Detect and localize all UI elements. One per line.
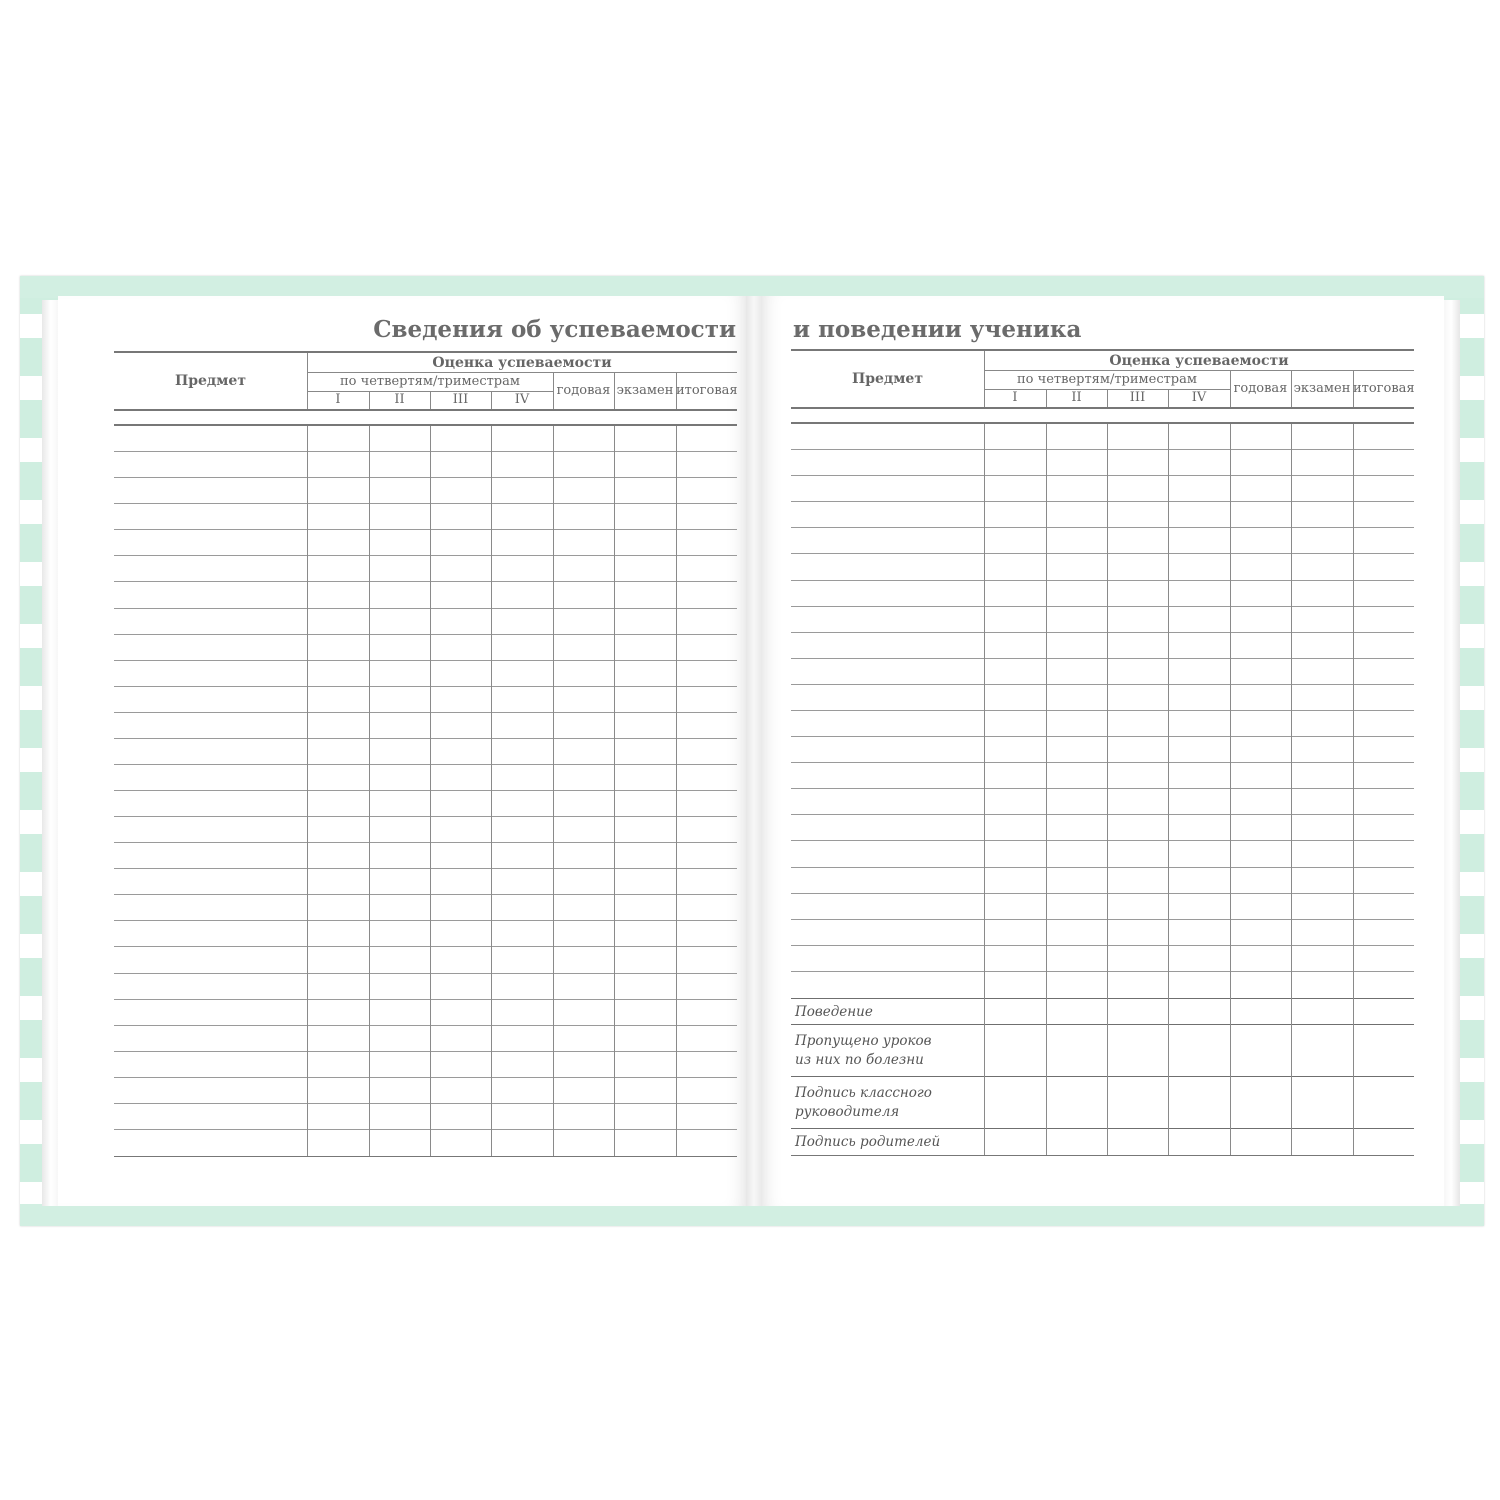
term-group-header: по четвертям/триместрам [1017, 372, 1197, 387]
grid-row-line [114, 764, 737, 765]
grid-column-line [984, 424, 985, 1155]
cover-frame-top [20, 276, 1484, 298]
cover-frame-bottom [20, 1204, 1484, 1226]
grid-row-line [791, 580, 1414, 581]
grid-row-line [791, 527, 1414, 528]
term-3-header: III [1129, 390, 1146, 405]
right-grade-grid [791, 422, 1414, 1156]
behavior-row [791, 998, 1414, 1025]
grid-column-line [1168, 424, 1169, 1155]
term-1-header: I [1012, 390, 1018, 405]
grid-row-line [791, 632, 1414, 633]
grid-row-line [114, 712, 737, 713]
missed-lessons-label-line1: Пропущено уроков [795, 1033, 932, 1049]
term-3-header: III [452, 392, 469, 407]
term-4-header: IV [514, 392, 530, 407]
grid-row-line [791, 658, 1414, 659]
grid-row-line [114, 634, 737, 635]
term-2-header: II [394, 392, 405, 407]
grid-column-line [676, 426, 677, 1156]
grid-row-line [791, 971, 1414, 972]
missed-lessons-label [795, 1032, 932, 1070]
grid-row-line [791, 684, 1414, 685]
grid-row-line [791, 710, 1414, 711]
grade-group-header: Оценка успеваемости [432, 355, 612, 371]
final-header: итоговая [676, 383, 738, 398]
grid-column-line [614, 426, 615, 1156]
grid-row-line [791, 449, 1414, 450]
left-page-title: Сведения об успеваемости [373, 316, 736, 343]
grid-row-line [114, 868, 737, 869]
grid-row-line [114, 686, 737, 687]
annual-header: годовая [1233, 381, 1288, 396]
grid-row-line [114, 581, 737, 582]
grid-column-line [1107, 424, 1108, 1155]
grid-column-line [1230, 424, 1231, 1155]
book-spine [746, 296, 762, 1206]
term-2-header: II [1071, 390, 1082, 405]
behavior-label: Поведение [795, 1004, 873, 1020]
grid-column-line [491, 426, 492, 1156]
grid-row-line [114, 1077, 737, 1078]
grid-row-line [114, 999, 737, 1000]
grid-column-line [1046, 424, 1047, 1155]
teacher-signature-label-line1: Подпись классного [795, 1085, 932, 1101]
grid-row-line [114, 1025, 737, 1026]
grid-row-line [114, 790, 737, 791]
grid-row-line [114, 816, 737, 817]
grid-row-line [114, 451, 737, 452]
term-group-header: по четвертям/триместрам [340, 374, 520, 389]
teacher-signature-label [795, 1084, 932, 1122]
right-page-title: и поведении ученика [793, 316, 1082, 343]
grid-column-line [430, 426, 431, 1156]
grid-row-line [114, 1103, 737, 1104]
grid-row-line [791, 606, 1414, 607]
grid-row-line [114, 1051, 737, 1052]
term-4-header: IV [1191, 390, 1207, 405]
grid-row-line [114, 1129, 737, 1130]
grid-column-line [1291, 424, 1292, 1155]
grid-column-line [369, 426, 370, 1156]
grid-row-line [791, 475, 1414, 476]
grid-column-line [553, 426, 554, 1156]
grid-row-line [791, 919, 1414, 920]
annual-header: годовая [556, 383, 611, 398]
grid-column-line [307, 426, 308, 1156]
grid-row-line [791, 762, 1414, 763]
header-rule [307, 372, 737, 373]
exam-header: экзамен [1293, 381, 1351, 396]
exam-header: экзамен [616, 383, 674, 398]
term-1-header: I [335, 392, 341, 407]
left-grade-grid [114, 424, 737, 1157]
grid-row-line [791, 893, 1414, 894]
grid-row-line [114, 555, 737, 556]
grid-row-line [791, 814, 1414, 815]
grid-row-line [791, 840, 1414, 841]
grid-row-line [114, 946, 737, 947]
right-table-header [791, 349, 1414, 409]
grid-row-line [114, 920, 737, 921]
missed-lessons-label-line2: из них по болезни [795, 1052, 924, 1068]
grid-row-line [114, 973, 737, 974]
grid-column-line [1353, 424, 1354, 1155]
subject-header: Предмет [175, 373, 246, 389]
teacher-signature-row [791, 1076, 1414, 1129]
grid-row-line [114, 608, 737, 609]
grid-row-line [791, 788, 1414, 789]
grid-row-line [114, 660, 737, 661]
teacher-signature-label-line2: руководителя [795, 1104, 900, 1120]
grid-row-line [114, 894, 737, 895]
grade-group-header: Оценка успеваемости [1109, 353, 1289, 369]
grid-row-line [791, 736, 1414, 737]
header-rule [984, 370, 1414, 371]
grid-row-line [791, 945, 1414, 946]
subject-header: Предмет [852, 371, 923, 387]
final-header: итоговая [1353, 381, 1415, 396]
grid-row-line [791, 553, 1414, 554]
grid-row-line [114, 738, 737, 739]
missed-lessons-row [791, 1024, 1414, 1077]
grid-row-line [114, 842, 737, 843]
left-table-header [114, 351, 737, 411]
grid-row-line [114, 477, 737, 478]
grid-row-line [114, 529, 737, 530]
parents-signature-label: Подпись родителей [795, 1134, 941, 1150]
grid-row-line [791, 867, 1414, 868]
grid-row-line [791, 501, 1414, 502]
parents-signature-row [791, 1128, 1414, 1156]
grid-row-line [114, 503, 737, 504]
